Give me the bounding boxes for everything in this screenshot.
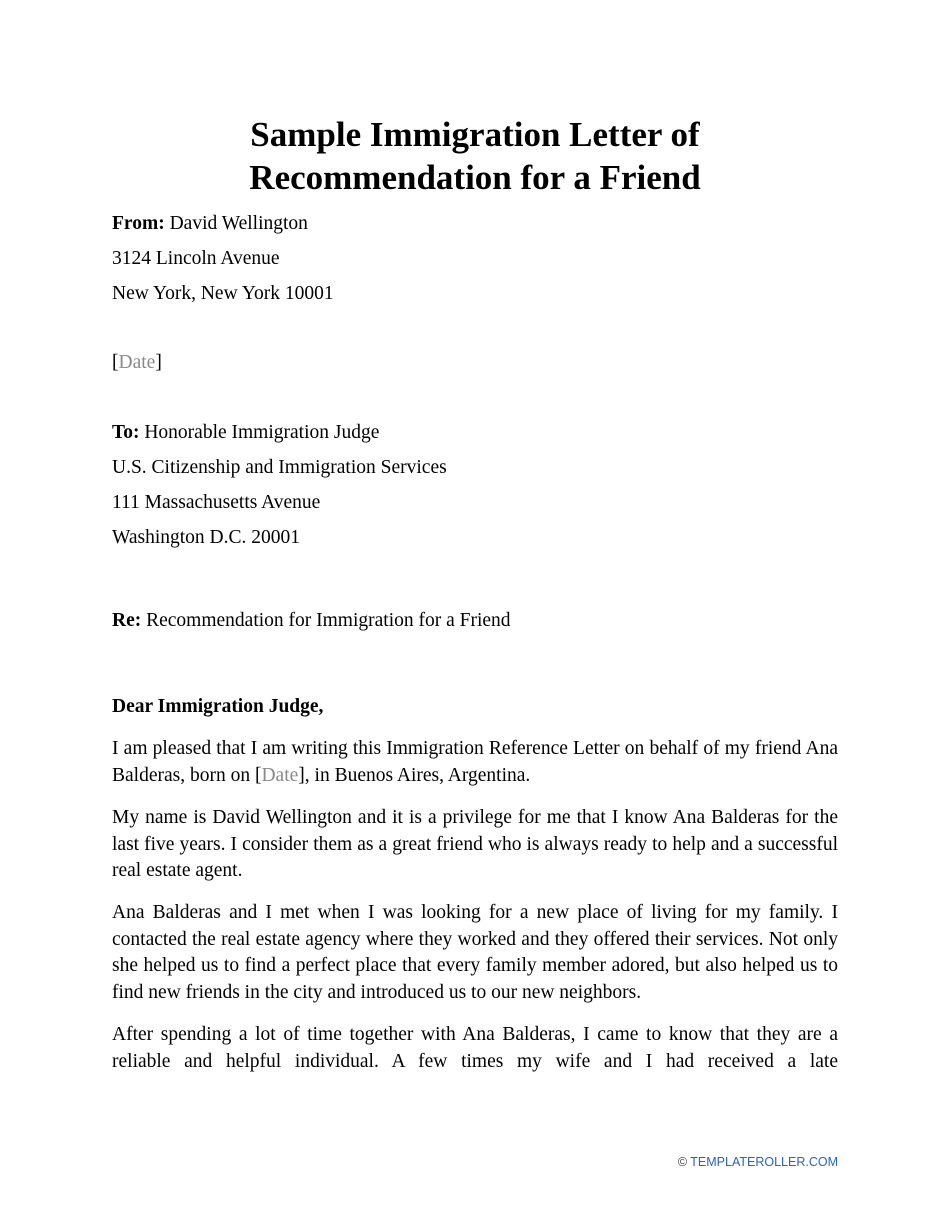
body-paragraph-3: Ana Balderas and I met when I was looking for a new place of living for my family. I contacted the real estate agency where they worked and they offered their services. Not only she helped us to find a perfect place that every family member adored, but also helped us to find new friends in the city and introduced us to our new neighbors. [112,902,838,1003]
to-label: To: [112,422,140,443]
date-open-bracket: [ [112,352,119,373]
body-paragraph-4: After spending a lot of time together with Ana Balderas, I came to know that they are a reliable and helpful individual. A few times my wife and I had received a late [112,1024,838,1072]
p1-before: I am pleased that I am writing this Immigration Reference Letter on behalf of my friend Ana Balderas, born on [ [112,738,838,786]
p1-date-placeholder: Date [261,764,299,786]
sender-city: New York, New York 10001 [112,283,334,304]
re-label: Re: [112,610,142,631]
recipient-name-line [112,421,379,445]
recipient-city: Washington D.C. 20001 [112,527,301,548]
sender-name-line [112,212,308,236]
body-paragraph-1 [112,736,838,789]
title-line-2: Recommendation for a Friend [249,158,701,197]
from-label: From: [112,213,165,234]
title-line-1: Sample Immigration Letter of [250,115,700,154]
subject-text: Recommendation for Immigration for a Friend [141,610,511,631]
date-close-bracket: ] [155,352,162,373]
document-title [0,113,950,199]
p1-after: ], in Buenos Aires, Argentina. [298,764,531,786]
recipient-organization: U.S. Citizenship and Immigration Services [112,457,447,478]
footer-copyright [678,1155,838,1169]
sender-name: David Wellington [164,213,308,234]
recipient-name: Honorable Immigration Judge [139,422,380,443]
subject-line [112,609,511,633]
body-paragraph-2: My name is David Wellington and it is a privilege for me that I know Ana Balderas for the last five years. I consider them as a great friend who is always ready to help and a successful real estate agent. [112,807,838,881]
date-line [112,351,162,375]
footer-site-link[interactable]: TEMPLATEROLLER.COM [687,1155,838,1169]
copyright-symbol: © [677,1155,688,1169]
sender-street: 3124 Lincoln Avenue [112,248,280,269]
date-placeholder: Date [118,352,156,373]
salutation: Dear Immigration Judge, [112,696,324,717]
recipient-street: 111 Massachusetts Avenue [112,492,321,513]
